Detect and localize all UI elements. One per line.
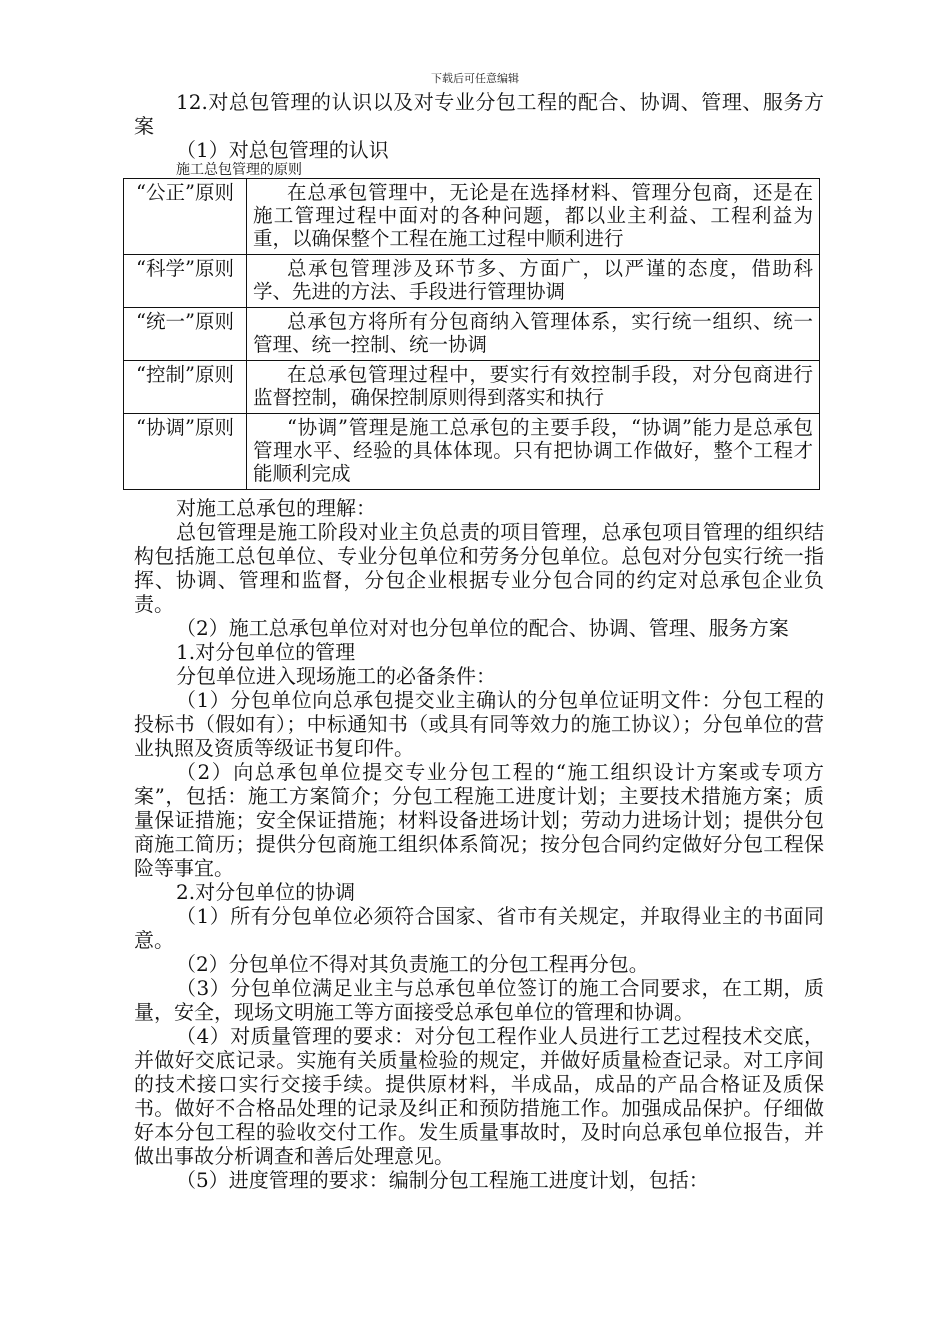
principle-desc: 总承包管理涉及环节多、方面广，以严谨的态度，借助科学、先进的方法、手段进行管理协调 (247, 255, 820, 308)
conditions-title: 分包单位进入现场施工的必备条件： (176, 664, 496, 688)
table-caption: 施工总包管理的原则 (176, 162, 302, 178)
table-row (124, 414, 820, 490)
item-1-title: 1.对分包单位的管理 (176, 640, 356, 664)
table-row (124, 308, 820, 361)
principles-table (123, 178, 820, 490)
page-header: 下载后可任意编辑 (431, 72, 519, 85)
principle-desc: 在总承包管理过程中，要实行有效控制手段，对分包商进行监督控制，确保控制原则得到落实和执行 (247, 361, 820, 414)
table-row (124, 361, 820, 414)
principle-name: “公正”原则 (124, 179, 247, 255)
principle-name: “统一”原则 (124, 308, 247, 361)
understanding-paragraph: 总包管理是施工阶段对业主负总责的项目管理，总承包项目管理的组织结构包括施工总包单位、专业分包单位和劳务分包单位。总包对分包实行统一指挥、协调、管理和监督，分包企业根据专业分包合同的约定对总承包企业负责。 (134, 520, 824, 616)
document-body (134, 90, 824, 1192)
coordination-1: （1）所有分包单位必须符合国家、省市有关规定，并取得业主的书面同意。 (134, 904, 824, 952)
condition-1: （1）分包单位向总承包提交业主确认的分包单位证明文件：分包工程的投标书（假如有）；中标通知书（或具有同等效力的施工协议）；分包单位的营业执照及资质等级证书复印件。 (134, 688, 824, 760)
item-2-title: 2.对分包单位的协调 (176, 880, 356, 904)
condition-2: （2）向总承包单位提交专业分包工程的“施工组织设计方案或专项方案”，包括：施工方案简介；分包工程施工进度计划；主要技术措施方案；质量保证措施；安全保证措施；材料设备进场计划；劳动力进场计划；提供分包商施工简历；提供分包商施工组织体系简况；按分包合同约定做好分包工程保险等事宜。 (134, 760, 824, 880)
principle-name: “科学”原则 (124, 255, 247, 308)
coordination-2: （2）分包单位不得对其负责施工的分包工程再分包。 (176, 952, 649, 976)
table-row (124, 255, 820, 308)
coordination-5: （5）进度管理的要求：编制分包工程施工进度计划，包括： (176, 1168, 709, 1192)
subsection-title-2: （2）施工总承包单位对对也分包单位的配合、协调、管理、服务方案 (176, 616, 789, 640)
subsection-title-1: （1）对总包管理的认识 (176, 138, 389, 162)
table-row (124, 179, 820, 255)
principle-name: “控制”原则 (124, 361, 247, 414)
principle-desc: “协调”管理是施工总承包的主要手段，“协调”能力是总承包管理水平、经验的具体体现。只有把协调工作做好，整个工程才能顺利完成 (247, 414, 820, 490)
principle-desc: 总承包方将所有分包商纳入管理体系，实行统一组织、统一管理、统一控制、统一协调 (247, 308, 820, 361)
understanding-title: 对施工总承包的理解： (176, 496, 376, 520)
section-title: 12.对总包管理的认识以及对专业分包工程的配合、协调、管理、服务方案 (134, 90, 824, 138)
principle-name: “协调”原则 (124, 414, 247, 490)
principle-desc: 在总承包管理中，无论是在选择材料、管理分包商，还是在施工管理过程中面对的各种问题，都以业主利益、工程利益为重，以确保整个工程在施工过程中顺利进行 (247, 179, 820, 255)
coordination-3: （3）分包单位满足业主与总承包单位签订的施工合同要求，在工期，质量，安全，现场文明施工等方面接受总承包单位的管理和协调。 (134, 976, 824, 1024)
coordination-4: （4）对质量管理的要求：对分包工程作业人员进行工艺过程技术交底，并做好交底记录。实施有关质量检验的规定，并做好质量检查记录。对工序间的技术接口实行交接手续。提供原材料，半成品，成品的产品合格证及质保书。做好不合格品处理的记录及纠正和预防措施工作。加强成品保护。仔细做好本分包工程的验收交付工作。发生质量事故时，及时向总承包单位报告，并做出事故分析调查和善后处理意见。 (134, 1024, 824, 1168)
